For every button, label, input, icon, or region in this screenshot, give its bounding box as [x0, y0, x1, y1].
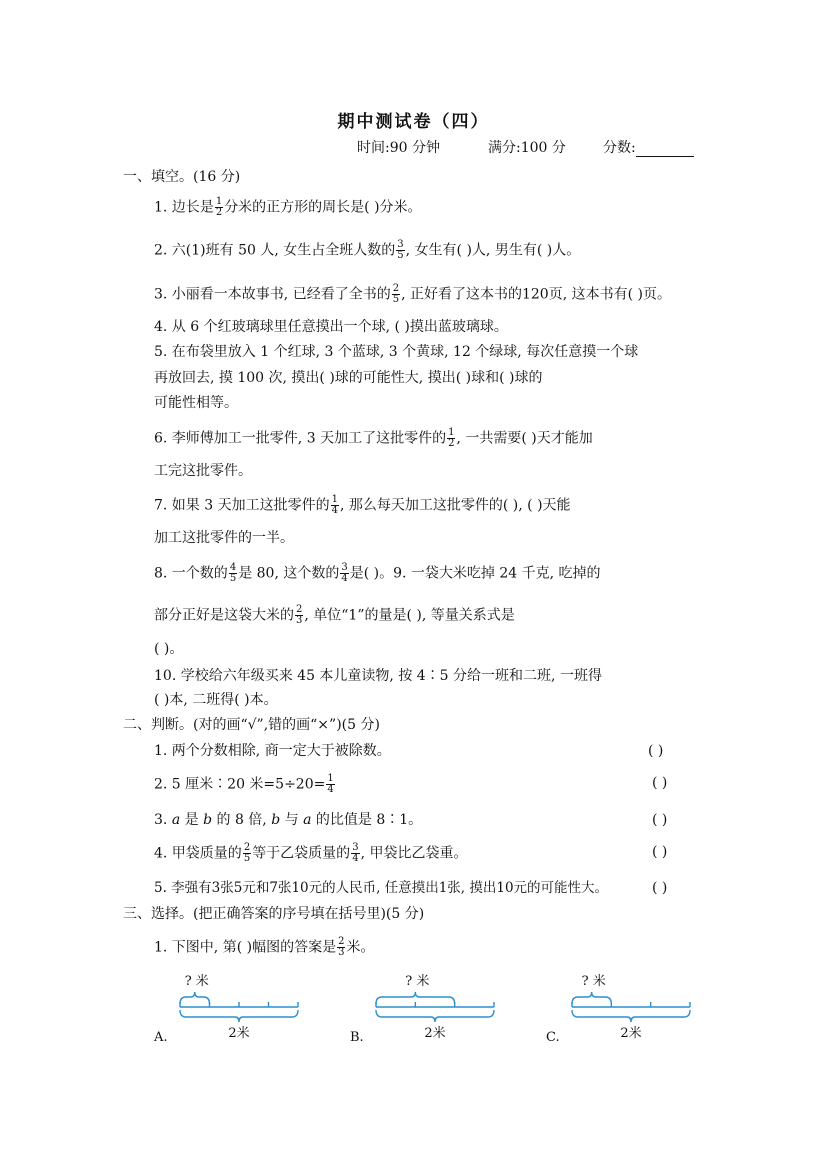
exam-time: 时间:90 分钟	[357, 140, 440, 156]
question-1-7: 7. 如果 3 天加工这批零件的 $\frac{1}{4}$ , 那么每天加工这批零件的( ), ( )天能	[154, 494, 571, 516]
diagram-bottom-brace	[376, 1010, 494, 1022]
diagram-top-brace	[180, 992, 210, 1004]
diagram-option-label: B.	[350, 1030, 364, 1045]
section2-heading: 二、判断。(对的画“√”,错的画“×”)(5 分)	[123, 717, 380, 733]
score-label: 分数:	[603, 140, 636, 156]
diagram-bottom-label: 2米	[424, 1026, 446, 1041]
question-2-4: 4. 甲袋质量的 $\frac{2}{5}$ 等于乙袋质量的 $\frac{3}{4}$ , 甲袋比乙袋重。	[154, 842, 468, 864]
fraction: $\frac{1}{2}$	[448, 427, 455, 449]
answer-paren-2-4[interactable]: ( )	[652, 844, 668, 860]
answer-paren-2-5[interactable]: ( )	[652, 880, 668, 896]
score-field[interactable]	[603, 139, 694, 157]
diagram-option-label: C.	[546, 1030, 560, 1045]
question-1-6: 6. 李师傅加工一批零件, 3 天加工了这批零件的 $\frac{1}{2}$ , 一共需要( )天才能加	[154, 427, 593, 449]
diagram-top-label: ? 米	[581, 974, 606, 989]
fraction: $\frac{3}{5}$	[397, 239, 404, 261]
answer-paren-2-1[interactable]: ( )	[648, 743, 664, 759]
question-3-1: 1. 下图中, 第( )幅图的答案是 $\frac{2}{3}$ 米。	[154, 936, 375, 958]
fraction: $\frac{1}{4}$	[331, 494, 338, 516]
score-blank[interactable]	[636, 142, 694, 157]
question-2-5: 5. 李强有3张5元和7张10元的人民币, 任意摸出1张, 摸出10元的可能性大。	[154, 880, 609, 896]
diagram-top-label: ? 米	[184, 974, 209, 989]
fraction: $\frac{2}{5}$	[243, 842, 251, 864]
fraction: $\frac{2}{3}$	[338, 936, 345, 958]
question-1-5-line3: 可能性相等。	[154, 395, 238, 411]
question-1-8: 8. 一个数的 $\frac{4}{5}$ 是 80, 这个数的 $\frac{3}{4}$ 是( )。9. 一袋大米吃掉 24 千克, 吃掉的	[154, 562, 601, 584]
question-1-5-line2: 再放回去, 摸 100 次, 摸出( )球的可能性大, 摸出( )球和( )球的	[154, 370, 543, 386]
diagram-top-brace	[572, 992, 611, 1004]
diagram-bottom-label: 2米	[620, 1026, 642, 1041]
answer-paren-2-2[interactable]: ( )	[652, 775, 668, 791]
fraction: $\frac{1}{2}$	[215, 196, 223, 218]
question-1-3: 3. 小丽看一本故事书, 已经看了全书的 $\frac{2}{5}$ , 正好看了这本书的120页, 这本书有( )页。	[154, 283, 671, 305]
diagram-bottom-label: 2米	[228, 1026, 250, 1041]
question-1-4: 4. 从 6 个红玻璃球里任意摸出一个球, ( )摸出蓝玻璃球。	[154, 319, 508, 335]
question-1-9: 部分正好是这袋大米的 $\frac{2}{3}$ , 单位“1”的量是( ), 等量关系式是	[154, 604, 515, 626]
question-1-2: 2. 六(1)班有 50 人, 女生占全班人数的 $\frac{3}{5}$ , 女生有( )人, 男生有( )人。	[154, 239, 581, 261]
page-title: 期中测试卷（四）	[337, 112, 490, 132]
question-2-2: 2. 5 厘米∶20 米=5÷20= $\frac{1}{4}$	[154, 773, 334, 795]
question-1-7-line2: 加工这批零件的一半。	[154, 530, 294, 546]
diagram-top-label: ? 米	[405, 974, 430, 989]
section1-heading: 一、填空。(16 分)	[123, 169, 241, 185]
diagram-bottom-brace	[180, 1010, 298, 1022]
segment-diagrams	[0, 965, 827, 1085]
question-1-1: 1. 边长是 $\frac{1}{2}$ 分米的正方形的周长是( )分米。	[154, 196, 422, 218]
diagram-bottom-brace	[572, 1010, 690, 1022]
question-1-10-line2: ( )本, 二班得( )本。	[154, 692, 278, 708]
question-1-10-line1: 10. 学校给六年级买来 45 本儿童读物, 按 4∶5 分给一班和二班, 一班得	[154, 668, 602, 684]
question-1-9-line3: ( )。	[154, 641, 184, 657]
fraction: $\frac{3}{4}$	[352, 842, 359, 864]
fraction: $\frac{1}{4}$	[327, 773, 334, 795]
question-1-5-line1: 5. 在布袋里放入 1 个红球, 3 个蓝球, 3 个黄球, 12 个绿球, 每次任意摸一个球	[154, 344, 639, 360]
exam-full-score: 满分:100 分	[488, 140, 566, 156]
fraction: $\frac{3}{4}$	[341, 562, 348, 584]
diagram-option-label: A.	[154, 1030, 168, 1045]
answer-paren-2-3[interactable]: ( )	[652, 812, 668, 828]
question-2-3: 3. a 是 b 的 8 倍, b 与 a 的比值是 8∶1。	[154, 812, 423, 828]
fraction: $\frac{2}{3}$	[296, 604, 303, 626]
question-2-1: 1. 两个分数相除, 商一定大于被除数。	[154, 743, 391, 759]
section3-heading: 三、选择。(把正确答案的序号填在括号里)(5 分)	[123, 906, 425, 922]
fraction: $\frac{2}{5}$	[392, 283, 400, 305]
question-1-6-line2: 工完这批零件。	[154, 463, 252, 479]
fraction: $\frac{4}{5}$	[229, 562, 237, 584]
